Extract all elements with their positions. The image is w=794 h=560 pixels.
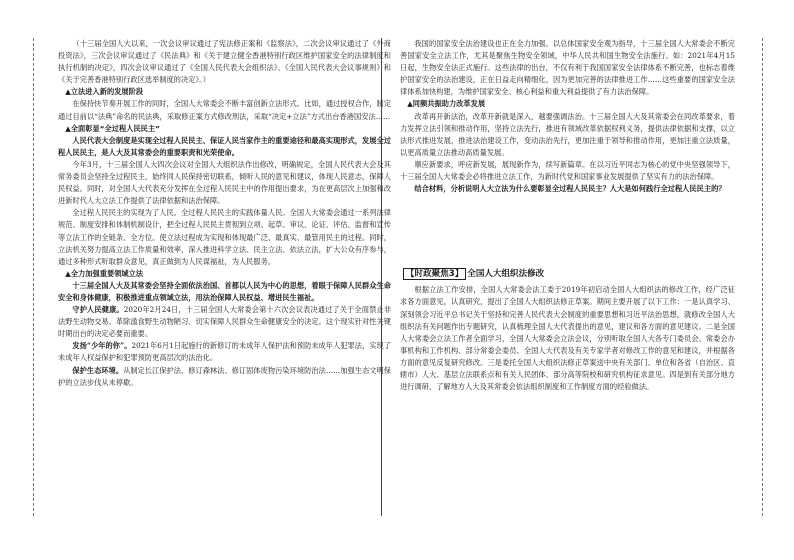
question-text: 结合材料，分析说明人大立法为什么要彰显全过程人民民主？人大是如何践行全过程人民民主的？	[414, 184, 726, 194]
body-paragraph: 改革再开新法治，改革开新就是深入，越要强调法治。十三届全国人大及其常委会在同改革要求，着力发挥立法引领和推动作用，坚持立法先行，推进有领域改革依据权利义务，提供法律依据和支撑，以立法形式推进发展，推进法治建设工作，变动法治先行，更加注重于领导和推动作用，更加注重立法质量，以更高质量立法推动高质量发展。	[400, 111, 735, 157]
section-heading: ▲立法进入新的发展阶段	[65, 87, 144, 97]
section-heading: ▲全面彰显“全过程人民民主”	[65, 123, 160, 133]
body-paragraph: 保护生态环境。从制定长江保护法、修订森林法、修订固体废物污染环境防治法……加强生态文明保护的立法步伐从未停歇。	[58, 365, 391, 387]
right-fold-line	[762, 38, 763, 516]
section-heading: ▲全力加强重要领域立法	[65, 268, 144, 278]
left-fold-line	[33, 38, 34, 516]
paragraph-lead: 发扬“少年的你”。	[72, 341, 132, 351]
body-paragraph: 十三届全国人大及其常委会坚持全面依法治国、首都以人民为中心的思想，着眼于保障人民群众生命安全和身体健康，积极推进重点领域立法，用法治保障人民权益、增进民生福祉。	[58, 280, 391, 302]
body-paragraph: 今年3月，十三届全国人大四次会议对全国人大组织法作出修改，明确规定，全国人民代表大会及其常务委员会坚持全过程民主，始终同人民保持密切联系，倾听人民的意见和建议，体现人民意志，保障人民权益。同时，对全国人大代表充分发挥在全过程人民民主中的作用提出要求，为在更高层次上加强和改进新时代人大立法工作提供了法律依据和法治保障。	[58, 159, 391, 206]
body-paragraph: 全过程人民民主的实现为了人民。全过程人民民主的实践体量人民。全国人大常委会通过一系列法律规范、制度安排和体制机制设计，把全过程人民民主贯彻到立项、起草、审议、论证、评估、监督和宣传等立法工作的全链条、全方位。使立法过程成为实现和体现最广泛、最真实、最管用民主的过程。同时，立法机关努力提高立法工作质量和效率，深入推进科学立法、民主立法、依法立法，扩大公众有序参与，通过多种形式听取群众意见，真正做到为人民谋福祉，为人民服务。	[58, 208, 391, 266]
body-paragraph: 根据立法工作安排，全国人大常委会法工委于2019年初启动全国人大组织法的修改工作，经广泛征求各方面意见，认真研究，提出了全国人大组织法修正草案。期间主要开展了以下工作：一是认真学习、深刻领会习近平总书记关于坚持和完善人民代表大会制度的重要思想和习近平法治思想，就修改全国人大组织法有关问题作出专题研究，认真梳理全国人大代表提出的意见，建议和各方面的意见建议。二是全国人大常委会立法工作者全面学习，全国人大常委会立法会议，分别听取全国人大各专门委员会、常委会办事机构和工作机构、部分常委会委员、全国人大代表及有关专家学者对修改工作的意见和建议，并根据各方面的意见反复研究修改。三是委托全国人大组织法修正草案送中央有关部门、单位和各省（自治区、直辖市）人大、基层立法联系点和有关人民团体、部分高等院校和研究机构征求意见。四是到有关部分地方进行调研，了解地方人大及其常委会依法组织制度和工作制度方面的经验做法。	[400, 285, 735, 392]
news-focus-title: 【时政聚焦3】 全国人大组织法修改	[400, 267, 547, 281]
right-column	[400, 38, 735, 393]
left-column	[58, 38, 391, 389]
news-focus-tag: 【时政聚焦3】	[403, 268, 466, 280]
body-paragraph: 人民代表大会制度是实现全过程人民民主、保证人民当家作主的重要途径和最高实现形式，发展全过程人民民主，是人大及其常委会的重要职责和光荣使命。	[58, 135, 391, 157]
intro-paragraph: （十三届全国人大以来，一次会议审议通过了宪法修正案和《监察法》，二次会议审议通过了《外商投资法》，三次会议审议通过了《民法典》和《关于建立健全香港特别行政区维护国家安全的法律制度和执行机制的决定》，四次会议审议通过了《全国人民代表大会组织法》、《全国人民代表大会议事规则》和《关于完善香港特别行政区选举制度的决定》。）	[58, 39, 391, 85]
answer-space	[400, 195, 735, 267]
body-paragraph: 守护人民健康。2020年2月24日，十三届全国人大常委会第十六次会议表决通过了关于全面禁止非法野生动物交易、革除滥食野生动物陋习、切实保障人民群众生命健康安全的决定。这个现实针对性关键时期出台的决定必要而重要。	[58, 305, 391, 339]
body-paragraph: 我国的国家安全法治建设也正在全力加强。以总体国家安全观为指导，十三届全国人大常委会不断完善国家安全立法工作，尤其是聚焦生物安全领域，中华人民共和国生物安全法施行。如：2021年4月15日起，生物安全法正式施行。这些法律的出台，不仅有利于我国国家安全法律体系不断完善，也标志着维护国家安全的法治建设，正在日益走向精细化，因为更加完善的法律推进工作……这些重要的国家安全法律体系加快构建，为维护国家安全、核心利益和重大利益提供了有力法治保障。	[400, 39, 735, 97]
body-paragraph: 发扬“少年的你”。2021年6月1日起施行的新修订的未成年人保护法和预防未成年人犯罪法，实现了未成年人权益保护和犯罪预防更高层次的法治化。	[58, 341, 391, 363]
paragraph-lead: 守护人民健康。	[72, 305, 124, 315]
body-paragraph: 在保持快节奏开展工作的同时，全国人大常委会不断丰富创新立法形式。比如，通过授权合作，制定通过目前以“法典”命名的民法典，采取修正案方式修改刑法，采取“决定+立法”方式出台香港国安法……	[58, 99, 391, 121]
paragraph-lead: 保护生态环境。	[72, 365, 124, 375]
section-heading: ▲同频共振助力改革发展	[407, 99, 486, 109]
body-paragraph: 顺应新要求，呼应新发展，展现新作为，续写新篇章。在以习近平同志为核心的党中央坚强领导下，十三届全国人大常委会必将推进立法工作，为新时代党和国家事业发展提供了坚实有力的法治保障。	[400, 159, 735, 182]
